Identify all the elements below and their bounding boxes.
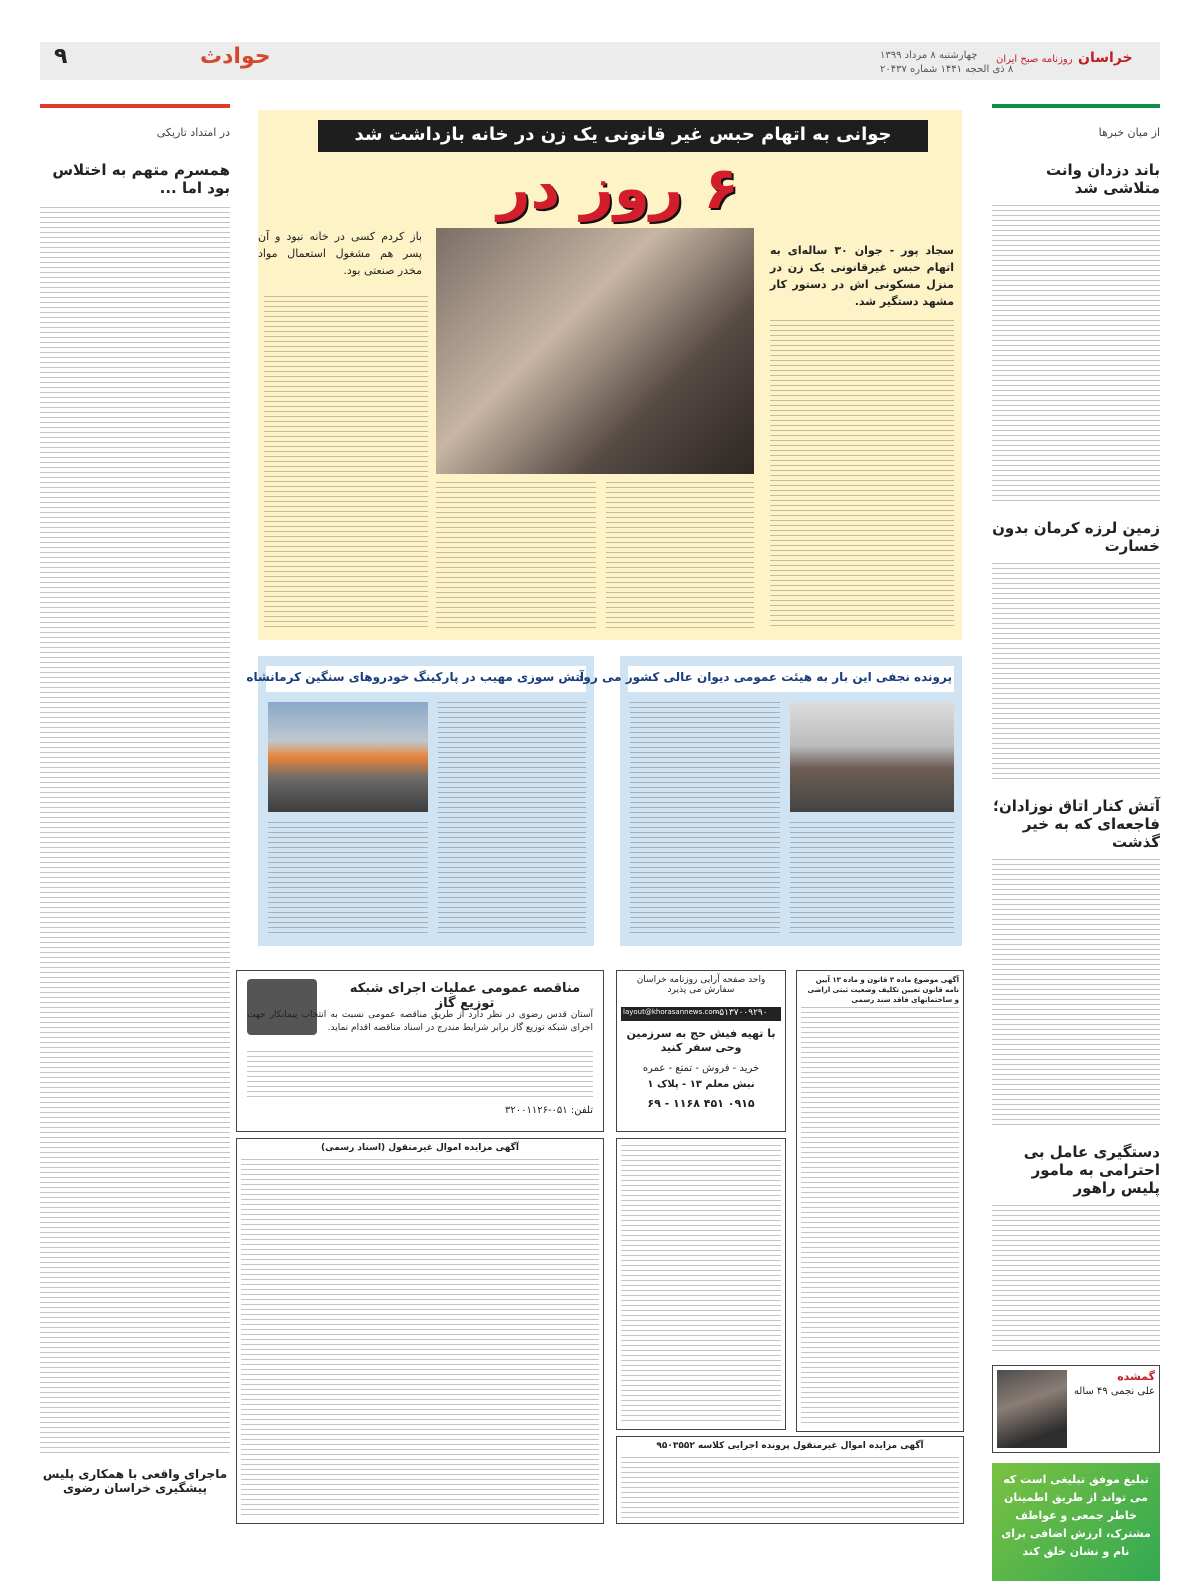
gas-tender-ad (236, 970, 604, 1132)
hajj-ad-phone: ۰۹۱۵ ۴۵۱ ۱۱۶۸ - ۶۹ (647, 1097, 755, 1110)
hajj-ad-title: با تهیه فیش حج به سرزمین وحی سفر کنید (626, 1027, 776, 1054)
left-column (40, 104, 230, 1534)
feature-photo-handcuffs (436, 228, 754, 474)
fire-text-right (438, 702, 586, 934)
layout-ad-header: واحد صفحه آرایی روزنامه خراسان سفارش می پذیرد (636, 975, 766, 995)
layout-ad-phone: ۰۵۱۳۷۰۰۹۲۹۰ (714, 1008, 768, 1018)
missing-person-ad (992, 1365, 1160, 1453)
news-body-4 (992, 1205, 1160, 1355)
column-label: در امتداد تاریکی (156, 126, 230, 139)
notice-small-body (801, 1007, 959, 1427)
news-title-1: باند دزدان وانت متلاشی شد (1046, 161, 1160, 197)
feature-text-col3 (436, 482, 596, 630)
column-rule (40, 104, 230, 108)
page-number: ۹ (54, 44, 68, 69)
issue-line: ۸ ذی الحجه ۱۴۴۱ شماره ۲۰۴۳۷ (880, 64, 1014, 75)
najafi-text-left (630, 702, 780, 934)
najafi-title: پرونده نجفی این بار به هیئت عمومی دیوان عالی کشور می رود (577, 670, 952, 684)
najafi-text-right (790, 822, 954, 934)
notice-ad-mid (616, 1138, 786, 1430)
notice-ad-bottom (616, 1436, 964, 1524)
notice-main-title: آگهی مزایده اموال غیرمنقول (اسناد رسمی) (321, 1143, 519, 1153)
hajj-ad-sub: خرید - فروش - تمتع - عمره (642, 1063, 760, 1074)
brand-subtitle: روزنامه صبح ایران (996, 54, 1073, 65)
notice-ad-right (796, 970, 964, 1432)
notice-main-body (241, 1159, 599, 1519)
tender-contact: تلفن: ۰۵۱-۳۲۰۰۱۱۲۶ (504, 1105, 593, 1116)
feature-text-col1 (770, 320, 954, 630)
news-body-3 (992, 859, 1160, 1129)
feature-byline: سجاد پور - جوان ۳۰ ساله‌ای به اتهام حبس غیرقانونی یک زن در منزل مسکونی اش در دستور کار مشهد دستگیر شد. (770, 244, 954, 308)
feature-kicker: جوانی به اتهام حبس غیر قانونی یک زن در خانه بازداشت شد (354, 124, 892, 145)
column-label: از میان خبرها (1098, 126, 1160, 139)
story-title: همسرم متهم به اختلاس بود اما ... (52, 161, 230, 197)
feature-text-col2 (606, 482, 754, 630)
najafi-photo (790, 702, 954, 812)
promo-ad (992, 1463, 1160, 1581)
layout-ad-email: layout@khorasannews.com (623, 1008, 720, 1016)
tender-details (247, 1051, 593, 1101)
story-footer: ماجرای واقعی با همکاری پلیس پیشگیری خراسان رضوی (42, 1467, 228, 1495)
fire-news-box (246, 656, 594, 946)
notice-bottom-body (621, 1457, 959, 1519)
fire-title: آتش سوزی مهیب در پارکینگ خودروهای سنگین کرمانشاه (246, 670, 584, 684)
right-column (992, 104, 1160, 1558)
feature-text-col4 (264, 296, 428, 630)
hajj-ad-address: نبش معلم ۱۳ - پلاک ۱ (647, 1079, 755, 1090)
fire-text-left (268, 822, 428, 934)
news-body-2 (992, 563, 1160, 783)
missing-person-photo (997, 1370, 1067, 1448)
fire-photo (268, 702, 428, 812)
news-body-1 (992, 205, 1160, 505)
column-rule (992, 104, 1160, 108)
notice-bottom-title: آگهی مزایده اموال غیرمنقول پرونده اجرایی کلاسه ۹۵۰۳۵۵۲ (656, 1441, 924, 1451)
news-title-2: زمین لرزه کرمان بدون خسارت (992, 519, 1160, 555)
promo-text: تبلیغ موفق تبلیغی است که می تواند از طریق اطمینان خاطر جمعی و عواطف مشترک، ارزش اضافی برای نام و نشان خلق کند (1001, 1473, 1151, 1558)
najafi-news-box (577, 656, 962, 946)
missing-title: گمشده (1117, 1370, 1155, 1383)
page-header (0, 0, 1200, 92)
notice-mid-body (621, 1145, 781, 1423)
story-body (40, 207, 230, 1457)
news-title-3: آتش کنار اتاق نوزادان؛ فاجعه‌ای که به خیر گذشت (992, 797, 1160, 851)
layout-ad (616, 970, 786, 1132)
missing-subtitle: علی نجمی ۴۹ ساله (1073, 1386, 1155, 1397)
feature-box (258, 110, 962, 640)
notice-ad-main (236, 1138, 604, 1524)
brand-logo: خراسان (1078, 50, 1133, 66)
date-line: چهارشنبه ۸ مرداد ۱۳۹۹ (880, 50, 978, 61)
tender-title: مناقصه عمومی عملیات اجرای شبکه توزیع گاز (349, 981, 581, 1011)
tender-body: آستان قدس رضوی در نظر دارد از طریق مناقصه عمومی نسبت به انتخاب پیمانکار جهت اجرای شبکه توزیع گاز برابر شرایط مندرج در اسناد مناقصه اقدام نماید. (247, 1010, 593, 1033)
feature-headline: ۶ روز در (497, 154, 739, 222)
news-title-4: دستگیری عامل بی احترامی به مامور پلیس راهور (1023, 1143, 1160, 1197)
section-title: حوادث (200, 44, 271, 69)
notice-small-title: آگهی موضوع ماده ۳ قانون و ماده ۱۳ آیین نامه قانون تعیین تکلیف وضعیت ثبتی اراضی و ساختمانهای فاقد سند رسمی (807, 976, 959, 1004)
feature-story-sample: باز کردم کسی در خانه نبود و آن پسر هم مشغول استعمال مواد مخدر صنعتی بود. (258, 230, 422, 277)
